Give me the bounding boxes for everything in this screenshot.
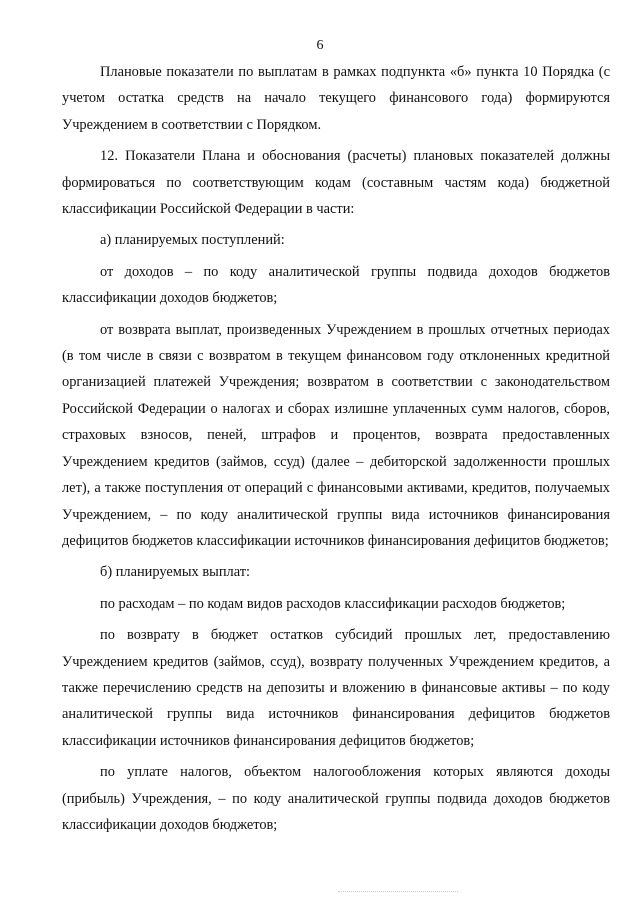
paragraph-planned-receipts: а) планируемых поступлений: xyxy=(100,232,285,249)
paragraph-planned-payouts: б) планируемых выплат: xyxy=(100,564,250,581)
paragraph-by-taxes: по уплате налогов, объектом налогообложения которых являются доходы (прибыль) Учреждения, – по коду аналитической группы подвида доходов бюджетов классификации доходов бюджетов; xyxy=(62,764,610,833)
scan-artifact xyxy=(338,891,458,898)
paragraph-planned-payments: Плановые показатели по выплатам в рамках подпункта «б» пункта 10 Порядка (с учетом остатка средств на начало текущего финансового года) формируются Учреждением в соответствии с Порядком. xyxy=(62,64,610,133)
paragraph-from-refund: от возврата выплат, произведенных Учреждением в прошлых отчетных периодах (в том числе в связи с возвратом в текущем финансовом году отклоненных кредитной организацией платежей Учреждения; возвратом в соответствии с законодательством Российской Федерации о налогах и сборах излишне уплаченных сумм налогов, сборов, страховых взносов, пеней, штрафов и процентов, возврата предоставленных Учреждением кредитов (займов, ссуд) (далее – дебиторской задолженности прошлых лет), а также поступления от операций с финансовыми активами, кредитов, получаемых Учреждением, – по коду аналитической группы вида источников финансирования дефицитов бюджетов классификации источников финансирования дефицитов бюджетов; xyxy=(62,321,610,549)
paragraph-by-expenses: по расходам – по кодам видов расходов классификации расходов бюджетов; xyxy=(100,595,566,612)
paragraph-item-12: 12. Показатели Плана и обоснования (расчеты) плановых показателей должны формироваться по соответствующим кодам (составным частям кода) бюджетной классификации Российской Федерации в части: xyxy=(62,148,610,218)
paragraph-from-income: от доходов – по коду аналитической группы подвида доходов бюджетов классификации доходов бюджетов; xyxy=(62,263,610,307)
document-body xyxy=(62,59,610,843)
paragraph-by-return: по возврату в бюджет остатков субсидий прошлых лет, предоставлению Учреждением кредитов (займов, ссуд), возврату полученных Учреждением кредитов, а также перечислению средств на депозиты и вложению в финансовые активы – по коду аналитической группы вида источников финансирования дефицитов бюджетов классификации источников финансирования дефицитов бюджетов; xyxy=(62,627,610,749)
page-number: 6 xyxy=(316,38,324,53)
